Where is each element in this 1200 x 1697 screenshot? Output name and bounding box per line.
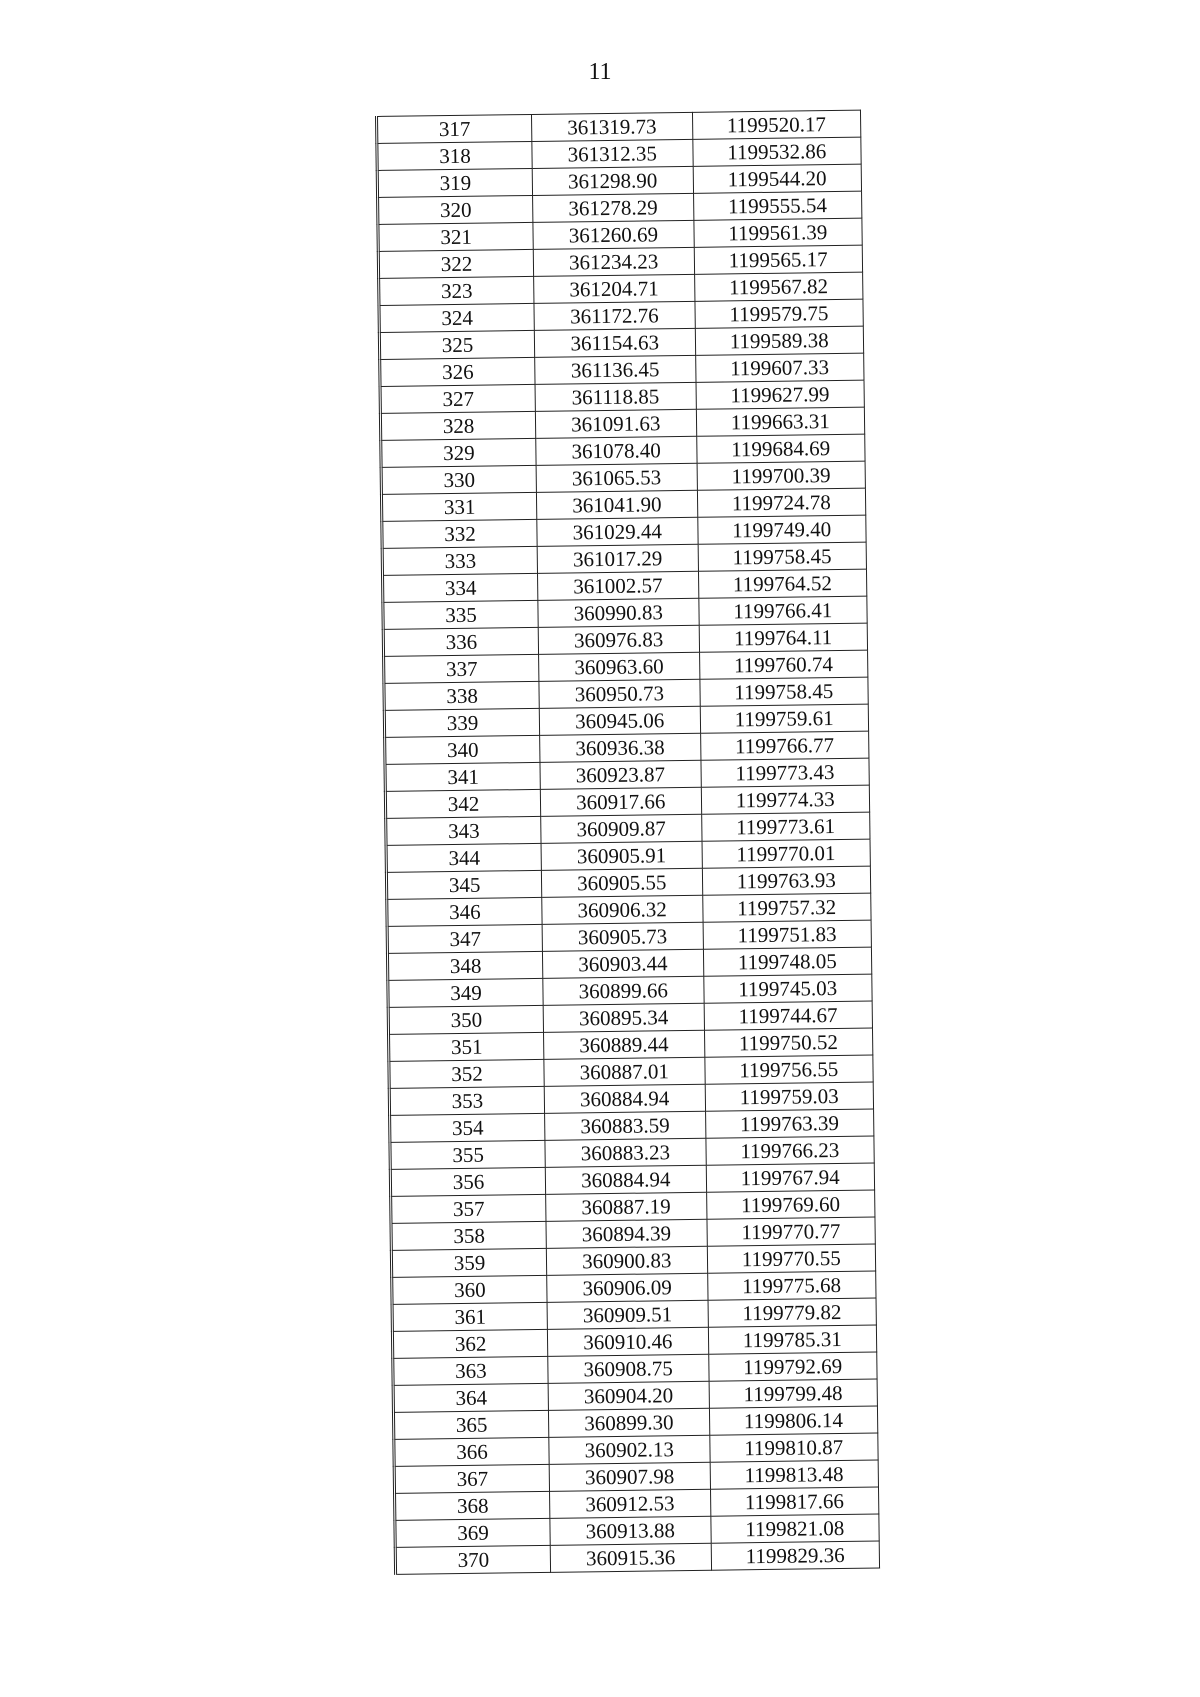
y-coordinate-cell: 1199751.83 xyxy=(703,920,872,949)
point-number-cell: 356 xyxy=(390,1167,545,1196)
x-coordinate-cell: 360909.51 xyxy=(547,1300,708,1329)
x-coordinate-cell: 360905.73 xyxy=(542,922,703,951)
point-number-cell: 348 xyxy=(387,951,542,980)
y-coordinate-cell: 1199748.05 xyxy=(703,947,872,976)
x-coordinate-cell: 360950.73 xyxy=(539,679,700,708)
x-coordinate-cell: 361078.40 xyxy=(536,436,697,465)
x-coordinate-cell: 360899.30 xyxy=(549,1408,710,1437)
point-number-cell: 344 xyxy=(386,843,541,872)
y-coordinate-cell: 1199774.33 xyxy=(701,785,870,814)
point-number-cell: 355 xyxy=(390,1140,545,1169)
x-coordinate-cell: 361298.90 xyxy=(532,166,693,195)
y-coordinate-cell: 1199763.93 xyxy=(702,866,871,895)
y-coordinate-cell: 1199813.48 xyxy=(710,1460,879,1489)
point-number-cell: 335 xyxy=(383,600,538,629)
point-number-cell: 343 xyxy=(386,816,541,845)
x-coordinate-cell: 361204.71 xyxy=(534,274,695,303)
y-coordinate-cell: 1199745.03 xyxy=(703,974,872,1003)
y-coordinate-cell: 1199759.03 xyxy=(705,1082,874,1111)
x-coordinate-cell: 360887.19 xyxy=(546,1192,707,1221)
y-coordinate-cell: 1199769.60 xyxy=(706,1190,875,1219)
x-coordinate-cell: 361029.44 xyxy=(537,517,698,546)
point-number-cell: 317 xyxy=(377,114,532,143)
y-coordinate-cell: 1199561.39 xyxy=(693,218,862,247)
point-number-cell: 370 xyxy=(395,1545,550,1574)
coordinates-table-body xyxy=(377,110,880,1574)
point-number-cell: 354 xyxy=(390,1113,545,1142)
y-coordinate-cell: 1199724.78 xyxy=(697,488,866,517)
x-coordinate-cell: 360906.32 xyxy=(542,895,703,924)
y-coordinate-cell: 1199764.52 xyxy=(698,569,867,598)
point-number-cell: 352 xyxy=(389,1059,544,1088)
x-coordinate-cell: 361136.45 xyxy=(535,355,696,384)
x-coordinate-cell: 360905.91 xyxy=(541,841,702,870)
x-coordinate-cell: 360909.87 xyxy=(541,814,702,843)
y-coordinate-cell: 1199792.69 xyxy=(708,1352,877,1381)
point-number-cell: 364 xyxy=(393,1383,548,1412)
point-number-cell: 338 xyxy=(384,681,539,710)
point-number-cell: 331 xyxy=(381,492,536,521)
x-coordinate-cell: 360917.66 xyxy=(540,787,701,816)
y-coordinate-cell: 1199810.87 xyxy=(709,1433,878,1462)
point-number-cell: 328 xyxy=(380,411,535,440)
y-coordinate-cell: 1199764.11 xyxy=(699,623,868,652)
point-number-cell: 337 xyxy=(384,654,539,683)
x-coordinate-cell: 361118.85 xyxy=(535,382,696,411)
y-coordinate-cell: 1199565.17 xyxy=(694,245,863,274)
x-coordinate-cell: 360889.44 xyxy=(544,1030,705,1059)
point-number-cell: 320 xyxy=(378,195,533,224)
x-coordinate-cell: 361154.63 xyxy=(534,328,695,357)
x-coordinate-cell: 360910.46 xyxy=(547,1327,708,1356)
x-coordinate-cell: 360923.87 xyxy=(540,760,701,789)
y-coordinate-cell: 1199750.52 xyxy=(704,1028,873,1057)
x-coordinate-cell: 360884.94 xyxy=(545,1165,706,1194)
y-coordinate-cell: 1199799.48 xyxy=(709,1379,878,1408)
point-number-cell: 327 xyxy=(380,384,535,413)
table-row xyxy=(395,1541,879,1574)
x-coordinate-cell: 360912.53 xyxy=(550,1489,711,1518)
y-coordinate-cell: 1199779.82 xyxy=(708,1298,877,1327)
x-coordinate-cell: 360895.34 xyxy=(543,1003,704,1032)
y-coordinate-cell: 1199773.43 xyxy=(700,758,869,787)
point-number-cell: 340 xyxy=(385,735,540,764)
y-coordinate-cell: 1199663.31 xyxy=(696,407,865,436)
x-coordinate-cell: 360902.13 xyxy=(549,1435,710,1464)
x-coordinate-cell: 361260.69 xyxy=(533,220,694,249)
x-coordinate-cell: 360945.06 xyxy=(539,706,700,735)
y-coordinate-cell: 1199766.41 xyxy=(698,596,867,625)
y-coordinate-cell: 1199607.33 xyxy=(695,353,864,382)
point-number-cell: 325 xyxy=(379,330,534,359)
point-number-cell: 366 xyxy=(394,1437,549,1466)
point-number-cell: 319 xyxy=(377,168,532,197)
y-coordinate-cell: 1199532.86 xyxy=(692,137,861,166)
x-coordinate-cell: 361234.23 xyxy=(533,247,694,276)
y-coordinate-cell: 1199579.75 xyxy=(694,299,863,328)
x-coordinate-cell: 360903.44 xyxy=(543,949,704,978)
y-coordinate-cell: 1199817.66 xyxy=(710,1487,879,1516)
x-coordinate-cell: 361172.76 xyxy=(534,301,695,330)
y-coordinate-cell: 1199520.17 xyxy=(692,110,861,139)
x-coordinate-cell: 360936.38 xyxy=(540,733,701,762)
x-coordinate-cell: 361041.90 xyxy=(537,490,698,519)
y-coordinate-cell: 1199759.61 xyxy=(700,704,869,733)
point-number-cell: 349 xyxy=(388,978,543,1007)
point-number-cell: 345 xyxy=(386,870,541,899)
point-number-cell: 336 xyxy=(383,627,538,656)
y-coordinate-cell: 1199829.36 xyxy=(711,1541,880,1570)
point-number-cell: 362 xyxy=(392,1329,547,1358)
x-coordinate-cell: 361319.73 xyxy=(532,112,693,141)
x-coordinate-cell: 361065.53 xyxy=(536,463,697,492)
page-number: 11 xyxy=(588,59,612,85)
point-number-cell: 321 xyxy=(378,222,533,251)
y-coordinate-cell: 1199770.01 xyxy=(702,839,871,868)
x-coordinate-cell: 361091.63 xyxy=(535,409,696,438)
point-number-cell: 332 xyxy=(382,519,537,548)
point-number-cell: 322 xyxy=(378,249,533,278)
x-coordinate-cell: 360990.83 xyxy=(538,598,699,627)
point-number-cell: 318 xyxy=(377,141,532,170)
y-coordinate-cell: 1199770.55 xyxy=(707,1244,876,1273)
y-coordinate-cell: 1199760.74 xyxy=(699,650,868,679)
y-coordinate-cell: 1199770.77 xyxy=(706,1217,875,1246)
x-coordinate-cell: 360894.39 xyxy=(546,1219,707,1248)
x-coordinate-cell: 360887.01 xyxy=(544,1057,705,1086)
point-number-cell: 357 xyxy=(391,1194,546,1223)
y-coordinate-cell: 1199773.61 xyxy=(701,812,870,841)
x-coordinate-cell: 360899.66 xyxy=(543,976,704,1005)
point-number-cell: 347 xyxy=(387,924,542,953)
point-number-cell: 330 xyxy=(381,465,536,494)
point-number-cell: 365 xyxy=(393,1410,548,1439)
x-coordinate-cell: 360884.94 xyxy=(544,1084,705,1113)
point-number-cell: 360 xyxy=(392,1275,547,1304)
x-coordinate-cell: 361312.35 xyxy=(532,139,693,168)
x-coordinate-cell: 361278.29 xyxy=(533,193,694,222)
x-coordinate-cell: 360905.55 xyxy=(541,868,702,897)
x-coordinate-cell: 360907.98 xyxy=(549,1462,710,1491)
y-coordinate-cell: 1199544.20 xyxy=(693,164,862,193)
y-coordinate-cell: 1199700.39 xyxy=(697,461,866,490)
point-number-cell: 363 xyxy=(393,1356,548,1385)
x-coordinate-cell: 360915.36 xyxy=(550,1543,711,1572)
point-number-cell: 350 xyxy=(388,1005,543,1034)
point-number-cell: 326 xyxy=(380,357,535,386)
y-coordinate-cell: 1199589.38 xyxy=(695,326,864,355)
x-coordinate-cell: 360883.23 xyxy=(545,1138,706,1167)
y-coordinate-cell: 1199767.94 xyxy=(706,1163,875,1192)
x-coordinate-cell: 360900.83 xyxy=(546,1246,707,1275)
point-number-cell: 342 xyxy=(385,789,540,818)
x-coordinate-cell: 360904.20 xyxy=(548,1381,709,1410)
point-number-cell: 334 xyxy=(383,573,538,602)
point-number-cell: 351 xyxy=(389,1032,544,1061)
point-number-cell: 353 xyxy=(389,1086,544,1115)
y-coordinate-cell: 1199785.31 xyxy=(708,1325,877,1354)
point-number-cell: 333 xyxy=(382,546,537,575)
x-coordinate-cell: 360906.09 xyxy=(547,1273,708,1302)
point-number-cell: 329 xyxy=(381,438,536,467)
y-coordinate-cell: 1199567.82 xyxy=(694,272,863,301)
y-coordinate-cell: 1199821.08 xyxy=(710,1514,879,1543)
y-coordinate-cell: 1199684.69 xyxy=(696,434,865,463)
x-coordinate-cell: 361002.57 xyxy=(538,571,699,600)
x-coordinate-cell: 360963.60 xyxy=(539,652,700,681)
point-number-cell: 368 xyxy=(395,1491,550,1520)
coordinates-table xyxy=(375,110,880,1575)
point-number-cell: 324 xyxy=(379,303,534,332)
point-number-cell: 361 xyxy=(392,1302,547,1331)
y-coordinate-cell: 1199555.54 xyxy=(693,191,862,220)
y-coordinate-cell: 1199766.23 xyxy=(705,1136,874,1165)
y-coordinate-cell: 1199806.14 xyxy=(709,1406,878,1435)
y-coordinate-cell: 1199749.40 xyxy=(697,515,866,544)
y-coordinate-cell: 1199756.55 xyxy=(704,1055,873,1084)
y-coordinate-cell: 1199775.68 xyxy=(707,1271,876,1300)
y-coordinate-cell: 1199744.67 xyxy=(704,1001,873,1030)
y-coordinate-cell: 1199757.32 xyxy=(702,893,871,922)
x-coordinate-cell: 360913.88 xyxy=(550,1516,711,1545)
y-coordinate-cell: 1199758.45 xyxy=(699,677,868,706)
point-number-cell: 341 xyxy=(385,762,540,791)
x-coordinate-cell: 361017.29 xyxy=(537,544,698,573)
point-number-cell: 367 xyxy=(394,1464,549,1493)
y-coordinate-cell: 1199627.99 xyxy=(696,380,865,409)
y-coordinate-cell: 1199766.77 xyxy=(700,731,869,760)
point-number-cell: 323 xyxy=(379,276,534,305)
x-coordinate-cell: 360976.83 xyxy=(538,625,699,654)
y-coordinate-cell: 1199758.45 xyxy=(698,542,867,571)
x-coordinate-cell: 360908.75 xyxy=(548,1354,709,1383)
point-number-cell: 358 xyxy=(391,1221,546,1250)
point-number-cell: 339 xyxy=(384,708,539,737)
x-coordinate-cell: 360883.59 xyxy=(545,1111,706,1140)
point-number-cell: 346 xyxy=(387,897,542,926)
y-coordinate-cell: 1199763.39 xyxy=(705,1109,874,1138)
point-number-cell: 359 xyxy=(391,1248,546,1277)
point-number-cell: 369 xyxy=(395,1518,550,1547)
